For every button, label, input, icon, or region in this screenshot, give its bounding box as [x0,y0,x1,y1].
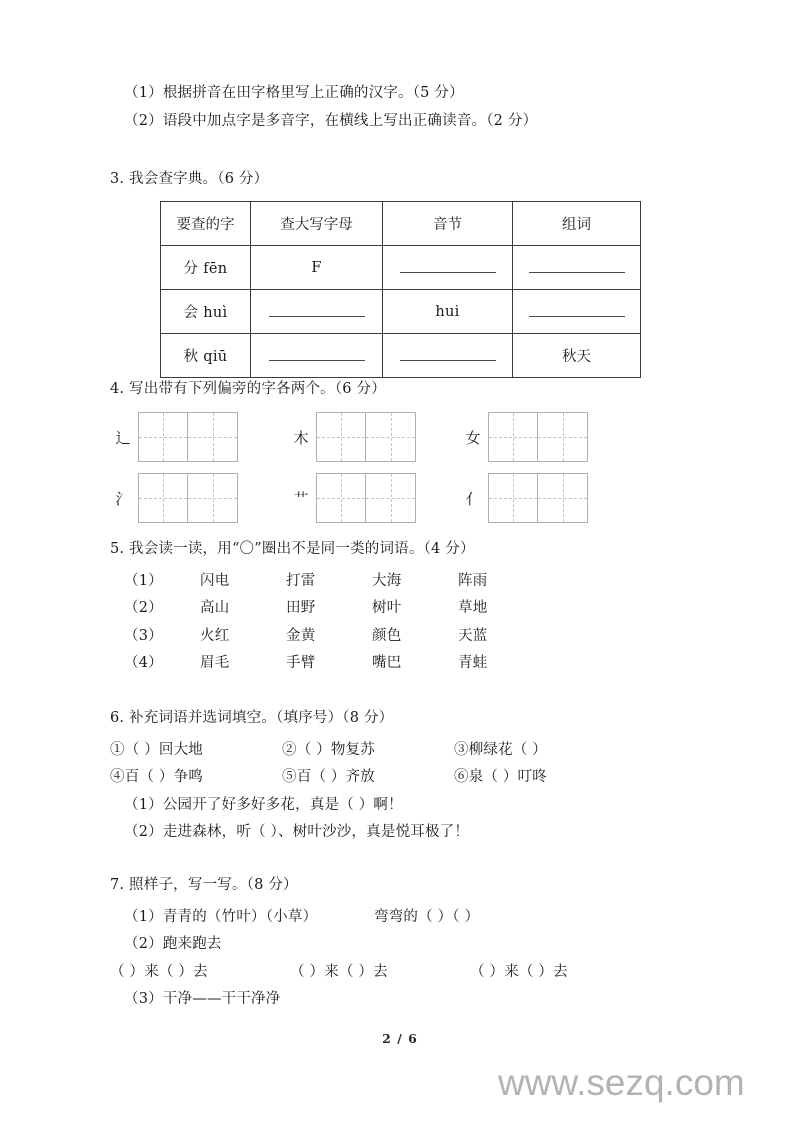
question-6-block [110,711,710,853]
tianzige-cell[interactable] [316,412,366,462]
answer-blank[interactable] [529,307,625,317]
tianzige-cell[interactable] [316,473,366,523]
q7-sample-1: （1）青青的（竹叶）（小草） [124,908,318,925]
question-6-heading: 6. 补充词语并选词填空。（填序号）（8 分） [110,710,394,726]
answer-blank[interactable] [529,263,625,273]
cell-syllable-1[interactable] [383,246,513,290]
tianzige-pair [316,412,416,462]
tianzige-cell[interactable] [538,412,588,462]
q6-idiom-row-2 [110,770,710,785]
column-header-syllable: 音节 [383,202,513,246]
cell-word-3: 秋天 [513,334,641,378]
tianzige-pair [488,473,588,523]
question-4-heading: 4. 写出带有下列偏旁的字各两个。（6 分） [110,381,386,397]
q5-row-1 [110,574,710,589]
radical-label: 亻 [465,490,481,508]
q7-sample-3: （3）干净——干干净净 [124,991,281,1007]
answer-blank[interactable] [400,263,496,273]
question-4-block [110,382,710,410]
q5-word[interactable]: 青蛙 [458,655,488,671]
q5-row-2 [110,601,710,616]
radical-label: 艹 [293,490,309,508]
radical-label: 辶 [115,429,131,447]
q6-idiom-5[interactable]: ⑤百（ ）齐放 [282,769,376,785]
q7-item-2-blanks [110,965,710,980]
tianzige-cell[interactable] [188,473,238,523]
question-7-heading: 7. 照样子，写一写。（8 分） [110,877,298,893]
cell-word-1[interactable] [513,246,641,290]
q5-word[interactable]: 手臂 [286,655,316,671]
cell-letter-1: F [251,246,383,290]
cell-syllable-3[interactable] [383,334,513,378]
cell-word-2[interactable] [513,290,641,334]
q7-answer-2c[interactable]: （ ）来（ ）去 [470,963,568,980]
answer-blank[interactable] [269,307,365,317]
q5-word[interactable]: 高山 [200,600,230,616]
q5-word[interactable]: 颜色 [372,627,402,644]
q5-word[interactable]: 阵雨 [458,572,488,589]
column-header-letter: 查大写字母 [251,202,383,246]
radical-grid-row-1 [110,412,690,464]
cell-char-1: 分 fēn [161,246,251,290]
answer-blank[interactable] [269,351,365,361]
q5-word[interactable]: 田野 [286,600,316,616]
question-3-heading: 3. 我会查字典。（6 分） [110,171,269,187]
q5-row-label: （3） [124,627,163,644]
q6-idiom-4[interactable]: ④百（ ）争鸣 [110,769,204,785]
radical-grid-row-2 [110,473,690,525]
tianzige-cell[interactable] [138,412,188,462]
q6-idiom-row-1 [110,743,710,758]
tianzige-pair [138,473,238,523]
q7-sample-2: （2）跑来跑去 [124,936,222,952]
tianzige-pair [138,412,238,462]
q6-fill-2[interactable]: （2）走进森林，听（ ）、树叶沙沙，真是悦耳极了！ [124,824,470,840]
q5-word[interactable]: 闪电 [200,572,230,589]
question-7-block [110,878,710,1020]
q6-idiom-2[interactable]: ②（ ）物复苏 [282,741,376,758]
q7-answer-2b[interactable]: （ ）来（ ）去 [290,963,388,980]
carryover-sub-1: （1）根据拼音在田字格里写上正确的汉字。（5 分） [124,85,464,101]
dictionary-table-wrapper [160,201,640,378]
tianzige-cell[interactable] [188,412,238,462]
q6-idiom-3[interactable]: ③柳绿花（ ） [454,741,548,758]
question-5-heading: 5. 我会读一读，用“〇”圈出不是同一类的词语。（4 分） [110,541,475,557]
radical-label: 女 [465,429,481,447]
table-header-row [161,202,641,246]
q5-word[interactable]: 打雷 [286,572,316,589]
cell-char-2: 会 huì [161,290,251,334]
tianzige-pair [316,473,416,523]
table-row [161,334,641,378]
table-row [161,290,641,334]
q5-row-label: （4） [124,655,163,671]
cell-letter-2[interactable] [251,290,383,334]
question-3-block [110,172,710,200]
q5-word[interactable]: 火红 [200,627,230,644]
q5-word[interactable]: 树叶 [372,600,402,616]
cell-letter-3[interactable] [251,334,383,378]
q6-idiom-6[interactable]: ⑥泉（ ）叮咚 [454,769,548,785]
carryover-sub-2: （2）语段中加点字是多音字，在横线上写出正确读音。（2 分） [124,112,538,129]
column-header-word: 组词 [513,202,641,246]
cell-char-3: 秋 qiū [161,334,251,378]
tianzige-cell[interactable] [366,473,416,523]
radical-grid-area [110,412,690,530]
q7-answer-2a[interactable]: （ ）来（ ）去 [110,963,208,980]
watermark: www.sezq.com [498,1062,745,1103]
q5-word[interactable]: 嘴巴 [372,655,402,671]
tianzige-cell[interactable] [366,412,416,462]
question-5-block [110,542,710,684]
q5-word[interactable]: 眉毛 [200,655,230,671]
q5-row-3 [110,629,710,644]
tianzige-cell[interactable] [488,473,538,523]
tianzige-cell[interactable] [138,473,188,523]
tianzige-cell[interactable] [488,412,538,462]
q5-word[interactable]: 大海 [372,572,402,589]
tianzige-cell[interactable] [538,473,588,523]
q6-idiom-1[interactable]: ①（ ）回大地 [110,741,204,758]
column-header-char: 要查的字 [161,202,251,246]
table-row [161,246,641,290]
answer-blank[interactable] [400,351,496,361]
q7-item-1 [110,910,710,925]
q7-answer-1[interactable]: 弯弯的（ ）（ ） [374,908,480,925]
q6-fill-1[interactable]: （1）公园开了好多好多花，真是（ ）啊！ [124,796,403,813]
radical-label: 木 [293,429,309,447]
q5-row-label: （1） [124,572,163,589]
radical-label: 氵 [115,490,131,508]
cell-syllable-2: hui [383,290,513,334]
q5-word[interactable]: 金黄 [286,627,316,644]
dictionary-table [160,201,641,378]
q5-word[interactable]: 草地 [458,600,488,616]
carryover-block [110,86,710,141]
q5-word[interactable]: 天蓝 [458,627,488,644]
tianzige-pair [488,412,588,462]
q5-row-4 [110,656,710,671]
q5-row-label: （2） [124,600,163,616]
page-number: 2 / 6 [382,1031,418,1046]
